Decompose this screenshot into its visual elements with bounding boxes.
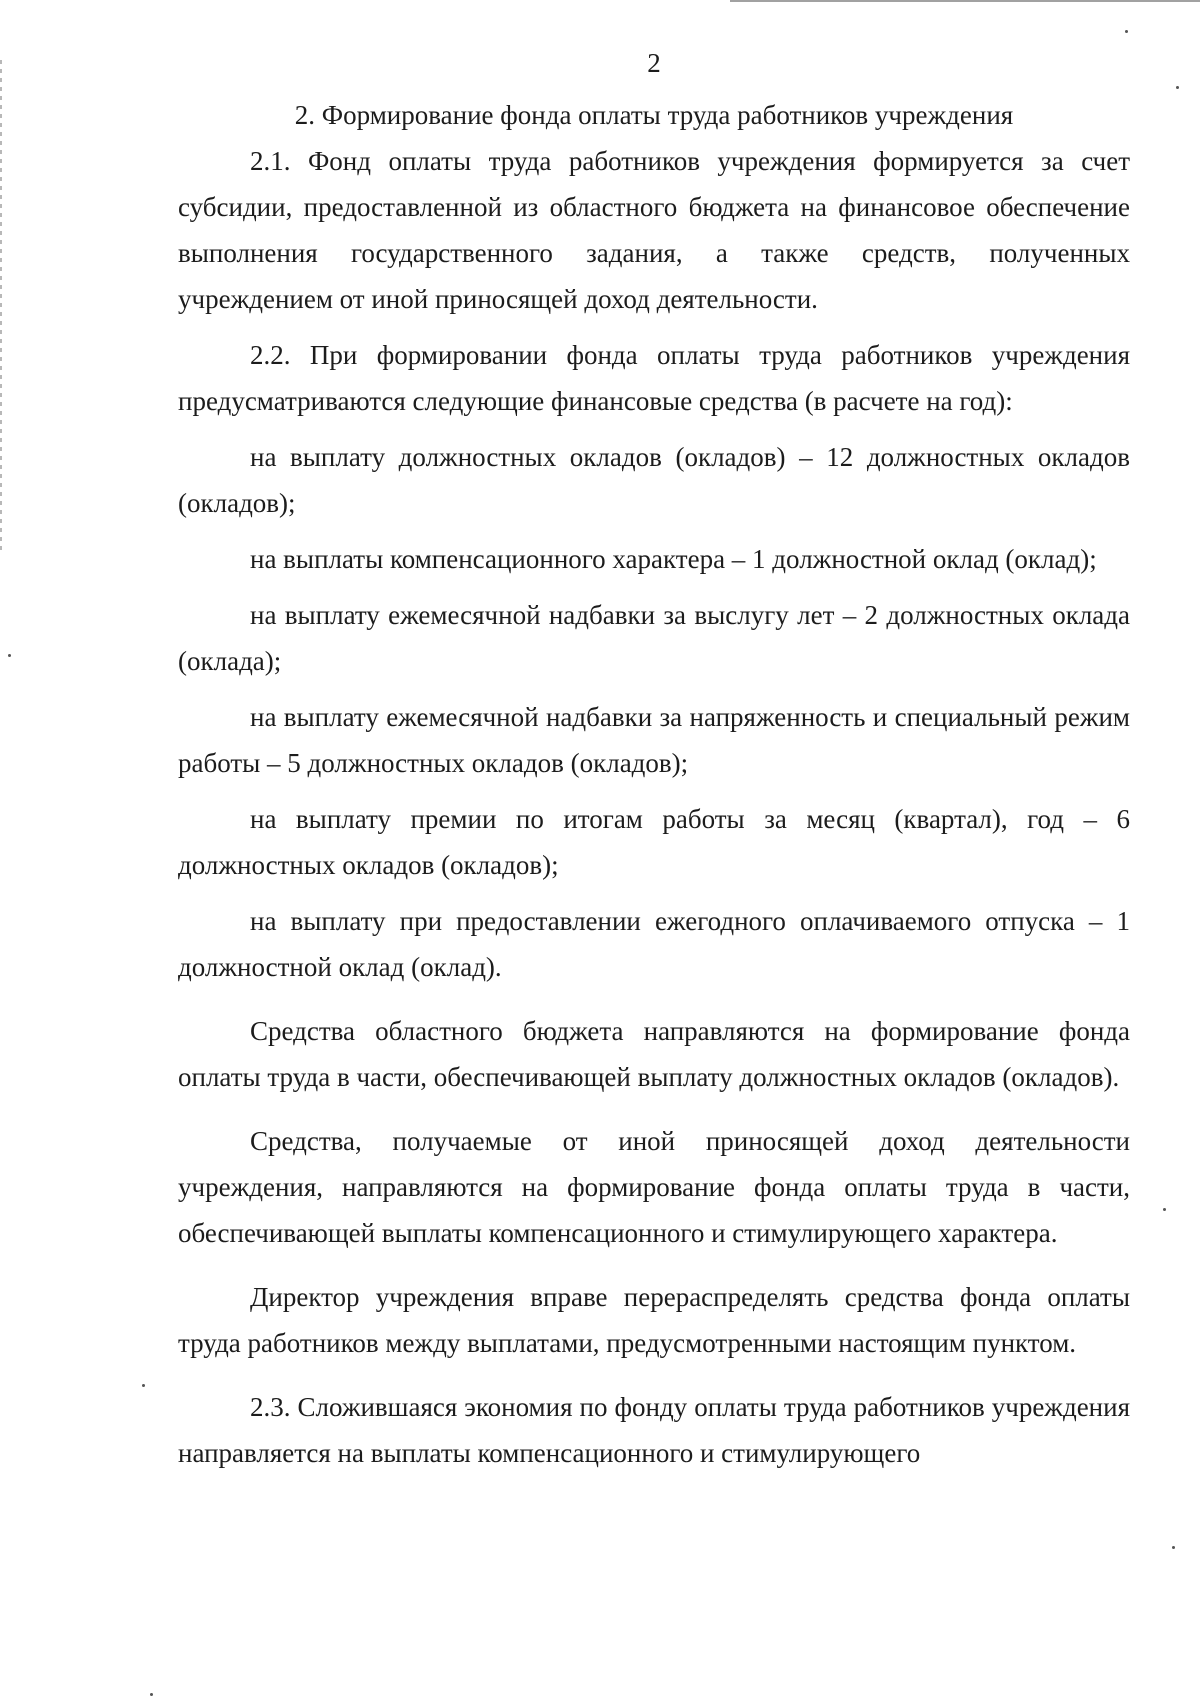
- scan-speck: [150, 1693, 153, 1696]
- list-item-intensity-bonus: на выплату ежемесячной надбавки за напряженность и специальный режим работы – 5 должностных окладов (окладов);: [178, 702, 1130, 778]
- paragraph-2-1: 2.1. Фонд оплаты труда работников учреждения формируется за счет субсидии, предоставленной из областного бюджета на финансовое обеспечение выполнения государственного задания, а также средств, полученных учреждением от иной приносящей доход деятельности.: [178, 146, 1130, 314]
- list-item-performance-bonus: на выплату премии по итогам работы за месяц (квартал), год – 6 должностных окладов (окладов);: [178, 804, 1130, 880]
- document-body: [178, 40, 1130, 1476]
- paragraph-director-rights: Директор учреждения вправе перераспределять средства фонда оплаты труда работников между выплатами, предусмотренными настоящим пунктом.: [178, 1282, 1130, 1358]
- scan-speck: [1125, 30, 1128, 33]
- list-item-seniority-bonus: на выплату ежемесячной надбавки за выслугу лет – 2 должностных оклада (оклада);: [178, 600, 1130, 676]
- paragraph-2-2: 2.2. При формировании фонда оплаты труда работников учреждения предусматриваются следующие финансовые средства (в расчете на год):: [178, 340, 1130, 416]
- list-item-salaries: на выплату должностных окладов (окладов) – 12 должностных окладов (окладов);: [178, 442, 1130, 518]
- scan-speck: [1176, 86, 1179, 89]
- paragraph-other-income: Средства, получаемые от иной приносящей доход деятельности учреждения, направляются на формирование фонда оплаты труда в части, обеспечивающей выплаты компенсационного и стимулирующего характера.: [178, 1126, 1130, 1248]
- paragraph-regional-budget: Средства областного бюджета направляются на формирование фонда оплаты труда в части, обеспечивающей выплату должностных окладов (окладов).: [178, 1016, 1130, 1092]
- scan-speck: [8, 654, 11, 657]
- scan-speck: [1172, 1546, 1175, 1549]
- page-number: 2: [647, 48, 661, 78]
- list-item-vacation-payment: на выплату при предоставлении ежегодного оплачиваемого отпуска – 1 должностной оклад (оклад).: [178, 906, 1130, 982]
- scan-speck: [142, 1384, 145, 1387]
- section-heading: 2. Формирование фонда оплаты труда работников учреждения: [294, 100, 1014, 130]
- list-item-compensation: на выплаты компенсационного характера – 1 должностной оклад (оклад);: [250, 544, 1097, 574]
- scan-edge-line: [730, 0, 1200, 2]
- paragraph-2-3: 2.3. Сложившаяся экономия по фонду оплаты труда работников учреждения направляется на выплаты компенсационного и стимулирующего: [178, 1392, 1130, 1468]
- scan-speck: [1163, 1208, 1166, 1211]
- scan-margin-artifact: [0, 60, 2, 550]
